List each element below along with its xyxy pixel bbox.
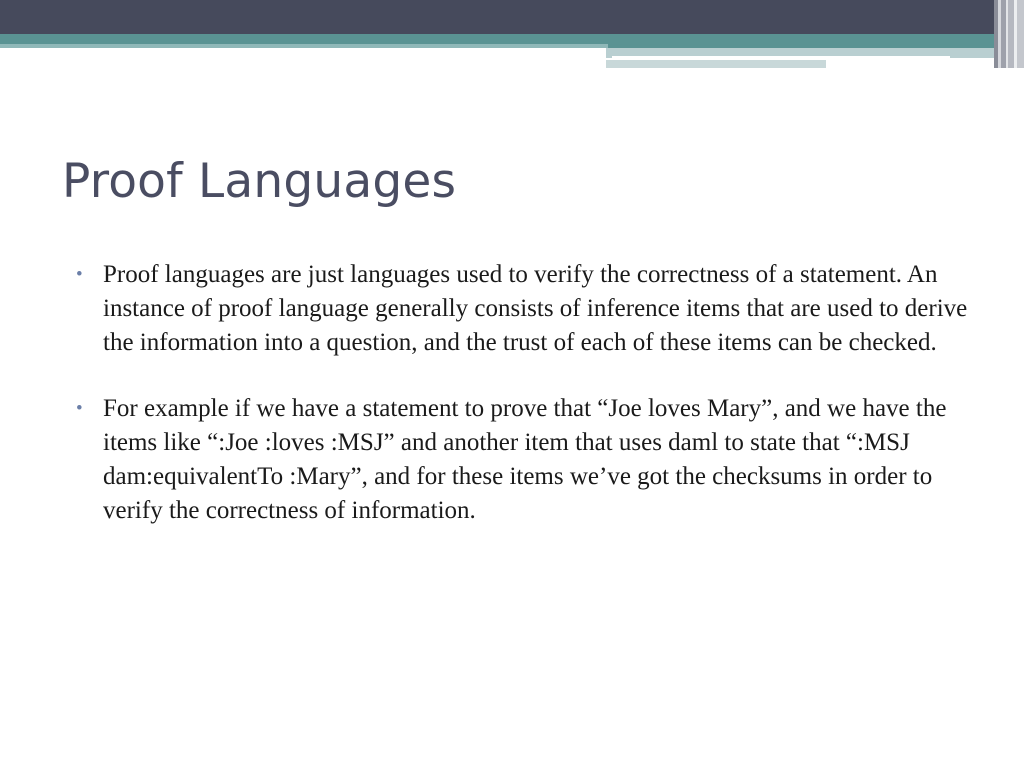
bullet-marker: • [76, 398, 83, 419]
header-right-strip-lower [606, 60, 826, 68]
bullet-item [76, 392, 976, 528]
bullet-list [76, 258, 976, 560]
bullet-marker: • [76, 264, 83, 285]
slide-title: Proof Languages [62, 154, 457, 209]
corner-stripes-decoration [994, 0, 1024, 68]
header-right-line [612, 56, 950, 58]
bullet-text: Proof languages are just languages used to verify the correctness of a statement. An instance of proof language generally consists of inference items that are used to derive the information into a question, and the trust of each of these items can be checked. [103, 261, 968, 356]
bullet-text: For example if we have a statement to prove that “Joe loves Mary”, and we have the items like “:Joe :loves :MSJ” and another item that uses daml to state that “:MSJ dam:equivalentTo :Mary”, and for these items we’ve got the checksums in order to verify the correctness of information. [103, 395, 947, 524]
header-band-teal-light [0, 44, 608, 48]
header-band-dark [0, 0, 1024, 34]
bullet-item [76, 258, 976, 360]
